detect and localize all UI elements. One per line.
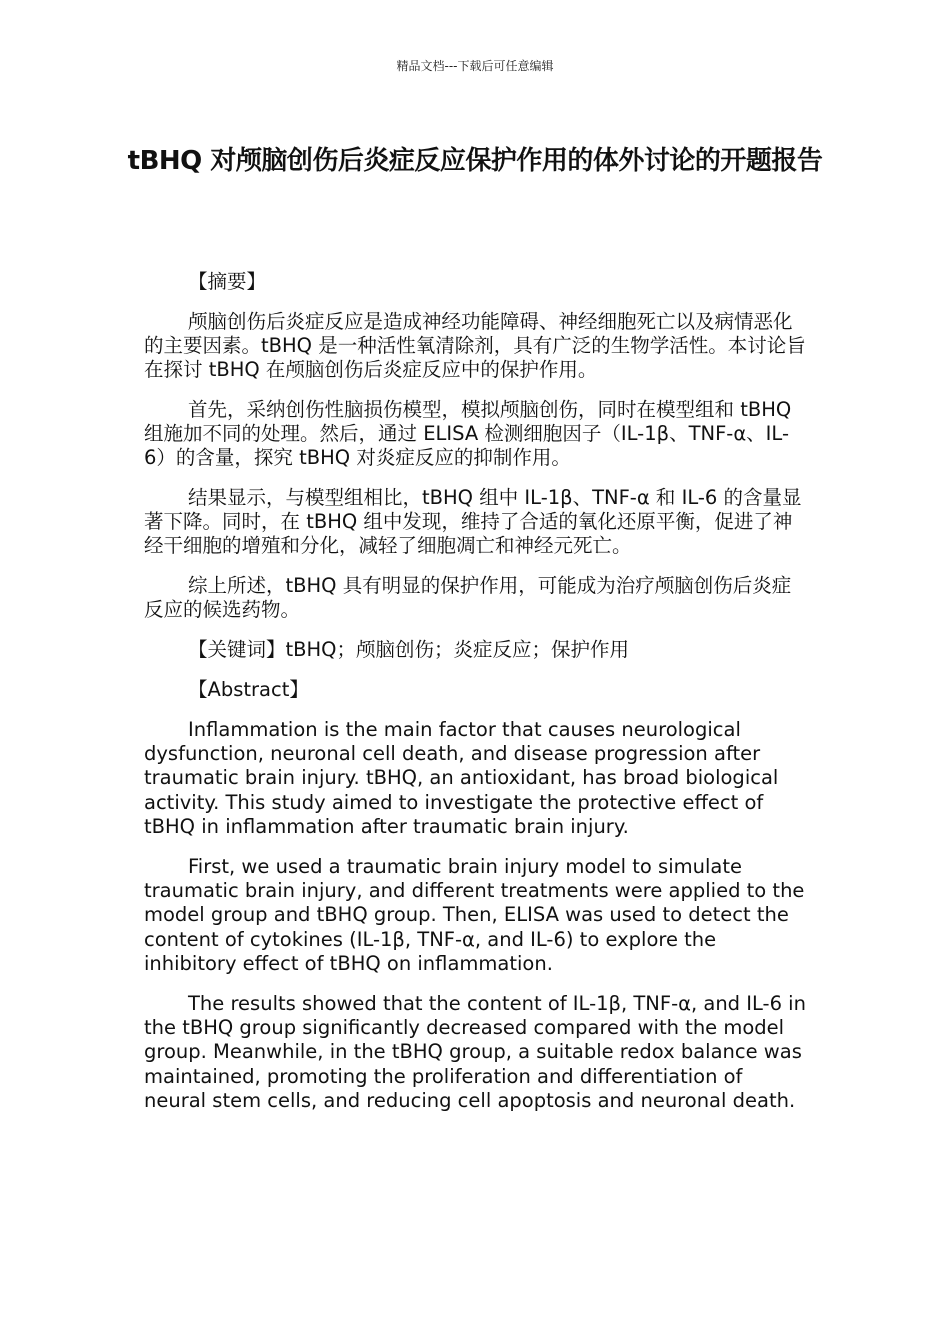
abstract-en-paragraph: First, we used a traumatic brain injury model to simulate traumatic brain injury, and different treatments were applied to the model group and tBHQ group. Then, ELISA was used to detect the content of cytokines (IL-1β, TNF-α, and IL-6) to explore the inhibitory effect of tBHQ on inflammation. — [144, 855, 805, 975]
abstract-zh-paragraph: 首先，采纳创伤性脑损伤模型，模拟颅脑创伤，同时在模型组和 tBHQ 组施加不同的处理。然后，通过 ELISA 检测细胞因子（IL-1β、TNF-α、IL-6）的含量，探究 tBHQ 对炎症反应的抑制作用。 — [144, 398, 792, 469]
abstract-zh-label: 【摘要】 — [188, 270, 267, 293]
abstract-en-paragraph: The results showed that the content of IL-1β, TNF-α, and IL-6 in the tBHQ group significantly decreased compared with the model group. Meanwhile, in the tBHQ group, a suitable redox balance was maintained, promoting the proliferation and differentiation of neural stem cells, and reducing cell apoptosis and neuronal death. — [144, 992, 806, 1112]
abstract-zh-paragraph: 结果显示，与模型组相比，tBHQ 组中 IL-1β、TNF-α 和 IL-6 的含量显著下降。同时，在 tBHQ 组中发现，维持了合适的氧化还原平衡，促进了神经干细胞的增殖和分化，减轻了细胞凋亡和神经元死亡。 — [144, 486, 802, 557]
abstract-en-label: 【Abstract】 — [188, 678, 309, 701]
header-note: 精品文档---下载后可任意编辑 — [396, 59, 554, 73]
page-title: tBHQ 对颅脑创伤后炎症反应保护作用的体外讨论的开题报告 — [127, 146, 823, 176]
abstract-zh-paragraph: 综上所述，tBHQ 具有明显的保护作用，可能成为治疗颅脑创伤后炎症反应的候选药物。 — [144, 574, 792, 621]
document-body — [144, 270, 806, 1129]
abstract-en-paragraph: Inflammation is the main factor that causes neurological dysfunction, neuronal cell death, and disease progression after traumatic brain injury. tBHQ, an antioxidant, has broad biological activity. This study aimed to investigate the protective effect of tBHQ in inflammation after traumatic brain injury. — [144, 718, 779, 838]
abstract-zh-paragraph: 颅脑创伤后炎症反应是造成神经功能障碍、神经细胞死亡以及病情恶化的主要因素。tBHQ 是一种活性氧清除剂，具有广泛的生物学活性。本讨论旨在探讨 tBHQ 在颅脑创伤后炎症反应中的保护作用。 — [144, 310, 806, 381]
keywords-line: 【关键词】tBHQ；颅脑创伤；炎症反应；保护作用 — [188, 638, 630, 661]
